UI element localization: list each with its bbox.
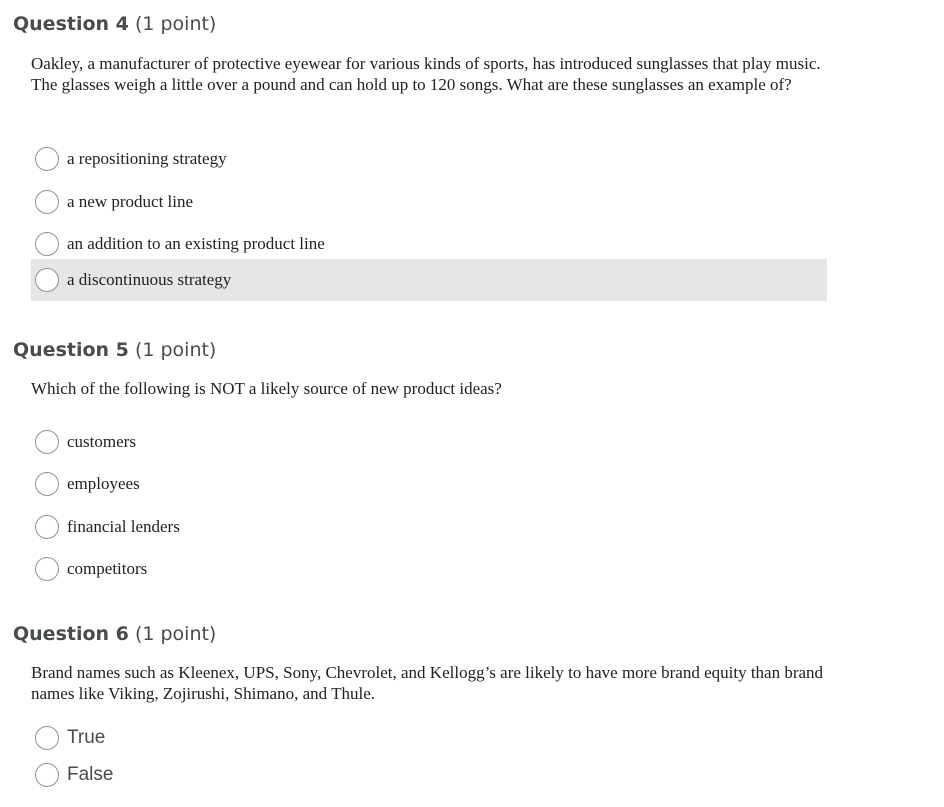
question-title: Question 6 (13, 623, 129, 645)
radio-button[interactable] (35, 515, 59, 539)
answer-option-customers[interactable] (31, 421, 827, 463)
option-label: customers (67, 432, 136, 451)
answer-option-true[interactable] (31, 718, 827, 758)
radio-button[interactable] (35, 430, 59, 454)
radio-button[interactable] (35, 763, 59, 787)
answer-option-competitors[interactable] (31, 548, 827, 590)
answer-option-new-product-line[interactable] (31, 181, 827, 223)
question-text: Brand names such as Kleenex, UPS, Sony, Chevrolet, and Kellogg’s are likely to have more brand equity than brand names like Viking, Zojirushi, Shimano, and Thule. (31, 663, 824, 703)
question-points: (1 point) (134, 623, 217, 645)
question-title: Question 4 (13, 13, 129, 35)
question-text: Which of the following is NOT a likely source of new product ideas? (31, 379, 502, 398)
option-label: an addition to an existing product line (67, 234, 325, 253)
answer-option-false[interactable] (31, 755, 827, 795)
radio-button[interactable] (35, 557, 59, 581)
option-label: employees (67, 474, 140, 493)
question-heading (13, 338, 216, 362)
answer-option-financial-lenders[interactable] (31, 506, 827, 548)
question-points: (1 point) (134, 339, 217, 361)
option-label: False (67, 764, 114, 785)
question-title: Question 5 (13, 339, 129, 361)
answer-option-discontinuous-strategy[interactable] (31, 259, 827, 301)
answer-option-employees[interactable] (31, 463, 827, 505)
answer-option-repositioning-strategy[interactable] (31, 138, 827, 180)
radio-button[interactable] (35, 268, 59, 292)
question-heading (13, 12, 216, 36)
radio-button[interactable] (35, 472, 59, 496)
question-heading (13, 622, 216, 646)
option-label: a repositioning strategy (67, 149, 227, 168)
radio-button[interactable] (35, 147, 59, 171)
question-points: (1 point) (134, 13, 217, 35)
radio-button[interactable] (35, 232, 59, 256)
option-label: financial lenders (67, 517, 180, 536)
question-text: Oakley, a manufacturer of protective eyewear for various kinds of sports, has introduced sunglasses that play music. The glasses weigh a little over a pound and can hold up to 120 songs. What are these sunglasses an example of? (31, 54, 821, 94)
radio-button[interactable] (35, 726, 59, 750)
radio-button[interactable] (35, 190, 59, 214)
option-label: competitors (67, 559, 148, 578)
option-label: True (67, 727, 106, 748)
option-label: a new product line (67, 192, 194, 211)
option-label: a discontinuous strategy (67, 270, 232, 289)
